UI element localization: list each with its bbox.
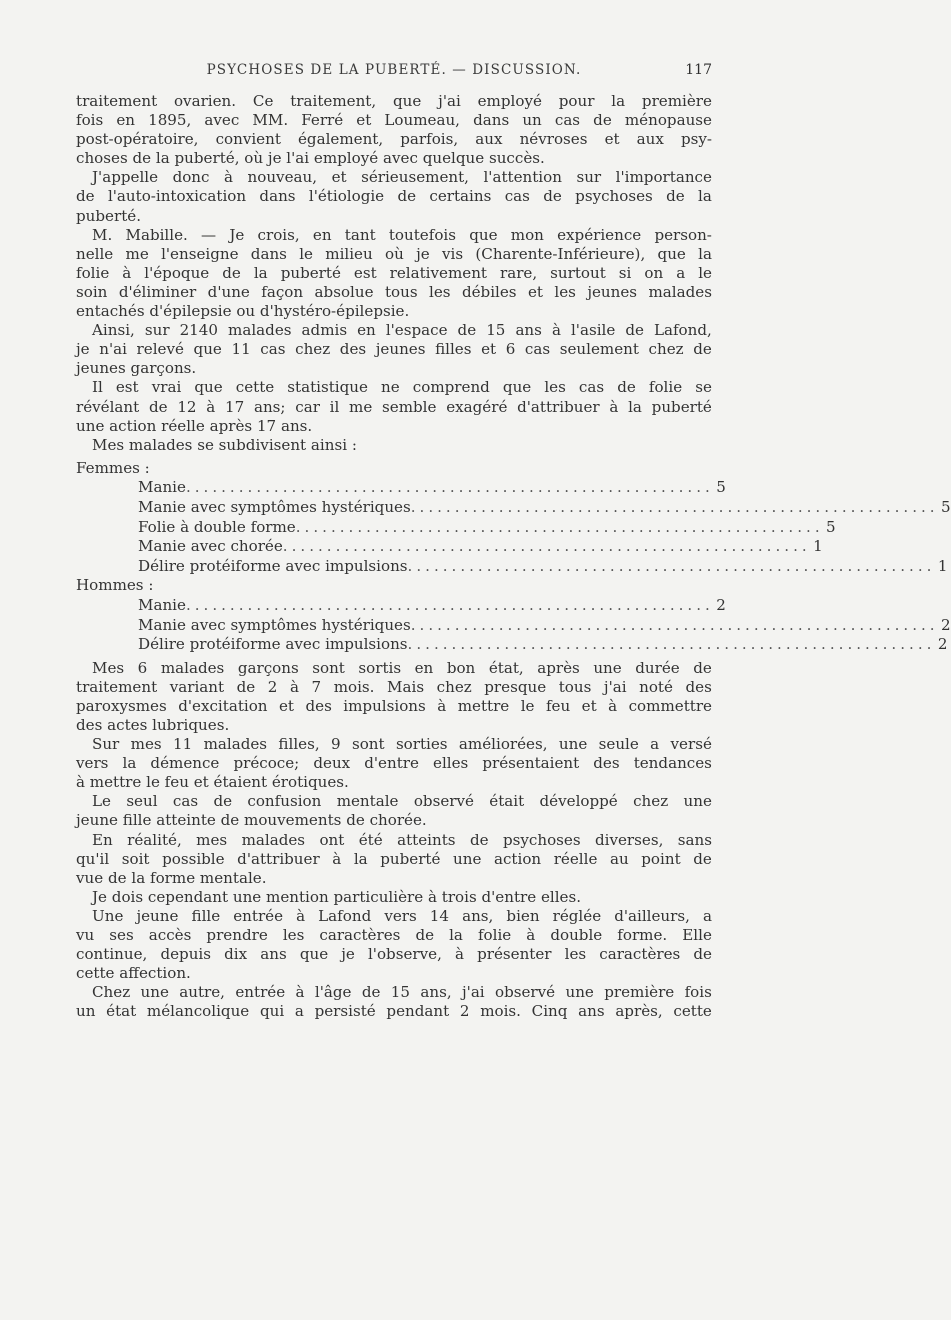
row-label: Manie (138, 595, 186, 614)
leader-dots: ............................................................ (295, 517, 824, 536)
text-line: je n'ai relevé que 11 cas chez des jeunes filles et 6 cas seulement chez de (76, 340, 712, 359)
text-line: cette affection. (76, 964, 191, 983)
leader-dots: ............................................................ (407, 556, 936, 575)
row-label: Manie (138, 478, 186, 497)
paragraph (76, 168, 712, 225)
row-label: Manie avec symptômes hystériques (138, 497, 411, 516)
text-line: Il est vrai que cette statistique ne comprend que les cas de folie se (92, 378, 712, 397)
text-line: Mes malades se subdivisent ainsi : (92, 435, 357, 454)
text-line: Sur mes 11 malades filles, 9 sont sorties améliorées, une seule a versé (92, 735, 712, 754)
text-line: entachés d'épilepsie ou d'hystéro-épilepsie. (76, 302, 410, 321)
page-number: 117 (685, 62, 712, 78)
text-line: jeunes garçons. (76, 359, 197, 378)
text-line: à mettre le feu et étaient érotiques. (76, 773, 349, 792)
leader-dots: ............................................................ (407, 635, 936, 654)
text-line: puberté. (76, 206, 141, 225)
text-line: Chez une autre, entrée à l'âge de 15 ans, j'ai observé une première fois (92, 983, 712, 1002)
row-label: Délire protéiforme avec impulsions (138, 635, 408, 654)
text-line: Le seul cas de confusion mentale observé était développé chez une (92, 792, 712, 811)
text-line: fois en 1895, avec MM. Ferré et Loumeau, dans un cas de ménopause (76, 111, 712, 130)
leader-dots: ............................................................ (185, 478, 714, 497)
text-line: M. Mabille. — Je crois, en tant toutefois que mon expérience person- (92, 225, 712, 244)
leader-dots: ............................................................ (410, 615, 939, 634)
paragraph (76, 321, 712, 378)
row-count: 2 (937, 635, 948, 654)
paragraph (76, 888, 712, 907)
table-group-label: Hommes : (76, 576, 154, 595)
text-line: Ainsi, sur 2140 malades admis en l'espace de 15 ans à l'asile de Lafond, (92, 321, 712, 340)
table-row (76, 556, 948, 577)
text-line: vers la démence précoce; deux d'entre elles présentaient des tendances (76, 754, 712, 773)
case-table (76, 455, 951, 659)
text-line: soin d'éliminer d'une façon absolue tous les débiles et les jeunes malades (76, 282, 712, 301)
row-count: 1 (937, 556, 948, 575)
row-count: 5 (826, 517, 836, 536)
text-line: paroxysmes d'excitation et des impulsions à mettre le feu et à commettre (76, 696, 712, 715)
paragraph (76, 907, 712, 983)
leader-dots: ............................................................ (410, 497, 939, 516)
text-line: folie à l'époque de la puberté est relativement rare, surtout si on a le (76, 263, 712, 282)
row-label: Folie à double forme (138, 517, 296, 536)
paragraph (76, 92, 712, 168)
table-row (76, 497, 951, 518)
paragraph (76, 983, 712, 1021)
leader-dots: ............................................................ (282, 537, 811, 556)
text-line: un état mélancolique qui a persisté pendant 2 mois. Cinq ans après, cette (76, 1002, 712, 1021)
text-line: post-opératoire, convient également, parfois, aux névroses et aux psy- (76, 130, 712, 149)
text-line: des actes lubriques. (76, 716, 230, 734)
text-line: J'appelle donc à nouveau, et sérieusement, l'attention sur l'importance (92, 168, 712, 187)
text-line: Une jeune fille entrée à Lafond vers 14 ans, bien réglée d'ailleurs, a (92, 906, 712, 925)
row-count: 5 (941, 497, 951, 516)
row-count: 1 (813, 537, 823, 556)
leader-dots: ............................................................ (185, 595, 714, 614)
table-row (76, 595, 726, 616)
text-line: une action réelle après 17 ans. (76, 416, 313, 435)
row-count: 2 (716, 595, 726, 614)
text-line: En réalité, mes malades ont été atteints de psychoses diverses, sans (92, 830, 712, 849)
text-line: choses de la puberté, où je l'ai employé avec quelque succès. (76, 149, 545, 168)
row-label: Manie avec symptômes hystériques (138, 615, 411, 634)
text-line: qu'il soit possible d'attribuer à la puberté une action réelle au point de (76, 849, 712, 868)
table-row (76, 537, 823, 557)
running-title: PSYCHOSES DE LA PUBERTÉ. — DISCUSSION. (206, 62, 582, 78)
row-count: 5 (716, 478, 726, 497)
running-header (76, 62, 712, 86)
paragraph (76, 226, 712, 321)
paragraph (76, 735, 712, 792)
table-row (76, 635, 948, 655)
text-line: jeune fille atteinte de mouvements de chorée. (76, 811, 427, 830)
paragraph (76, 378, 712, 435)
paragraph (76, 792, 712, 830)
text-line: Je dois cependant une mention particulière à trois d'entre elles. (92, 887, 582, 906)
table-group-label: Femmes : (76, 458, 150, 477)
text-line: continue, depuis dix ans que je l'observe, à présenter les caractères de (76, 945, 712, 964)
text-line: révélant de 12 à 17 ans; car il me semble exagéré d'attribuer à la puberté (76, 397, 712, 416)
row-count: 2 (941, 615, 951, 634)
paragraph (76, 831, 712, 888)
text-line: traitement variant de 2 à 7 mois. Mais chez presque tous j'ai noté des (76, 677, 712, 696)
table-row (76, 615, 951, 636)
text-line: Mes 6 malades garçons sont sortis en bon état, après une durée de (92, 658, 712, 677)
table-row (76, 478, 726, 498)
body-text (76, 92, 951, 1022)
text-line: vu ses accès prendre les caractères de la folie à double forme. Elle (76, 926, 712, 945)
paragraph (76, 659, 712, 735)
row-label: Délire protéiforme avec impulsions (138, 556, 408, 575)
row-label: Manie avec chorée (138, 537, 283, 556)
table-row (76, 517, 836, 538)
text-line: de l'auto-intoxication dans l'étiologie de certains cas de psychoses de la (76, 187, 712, 206)
paragraph (76, 436, 712, 455)
text-line: traitement ovarien. Ce traitement, que j'ai employé pour la première (76, 92, 712, 110)
text-line: vue de la forme mentale. (76, 868, 267, 887)
text-line: nelle me l'enseigne dans le milieu où je vis (Charente-Inférieure), que la (76, 244, 712, 263)
